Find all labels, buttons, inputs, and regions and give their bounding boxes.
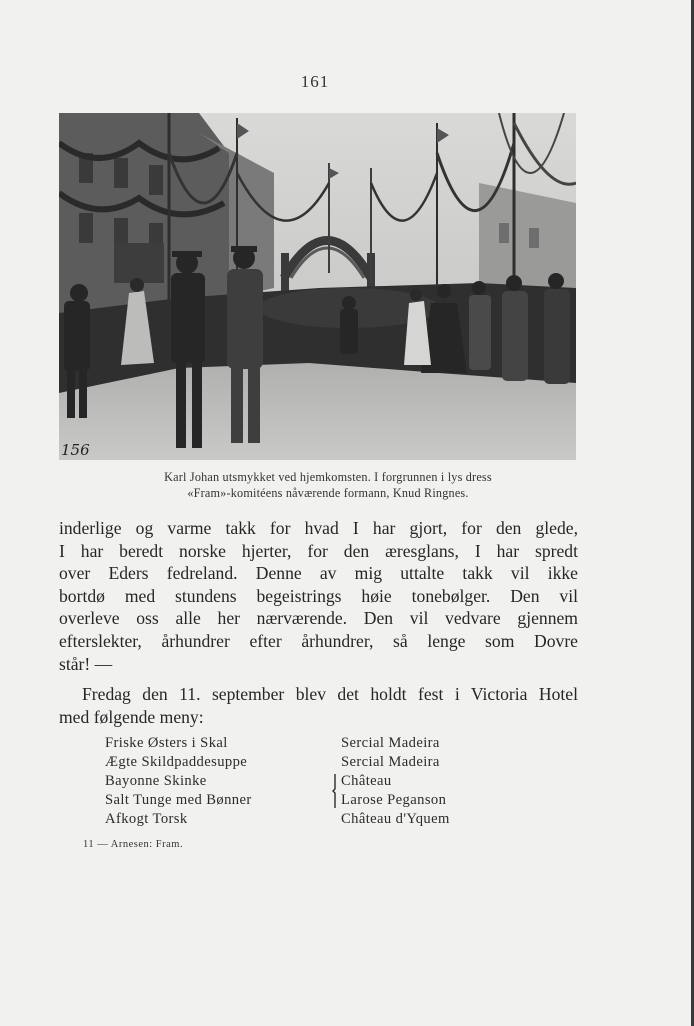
photo-archive-mark: 156	[61, 441, 90, 459]
menu-wine: Larose Peganson	[341, 792, 447, 808]
menu-wine: Château d'Yquem	[341, 811, 450, 827]
menu-dishes	[105, 734, 252, 829]
text-line: efterslekter, århundrer efter århundrer, så lenge som Dovre	[59, 630, 578, 651]
menu-dish: Ægte Skildpaddesuppe	[105, 754, 248, 770]
page-number: 161	[300, 72, 330, 91]
text-line: overleve oss alle her nærværende. Den vil vedvare gjennem	[59, 608, 578, 629]
printer-signature: 11 — Arnesen: Fram.	[83, 839, 184, 850]
text-line: bortdø med stundens begeistrings høie tonebølger. Den vil	[59, 585, 578, 606]
text-line: over Eders fedreland. Denne av mig uttalte takk vil ikke	[59, 563, 578, 584]
caption-line: Karl Johan utsmykket ved hjemkomsten. I forgrunnen i lys dress	[164, 470, 492, 484]
text-line: med følgende meny:	[59, 706, 204, 727]
menu-dish: Bayonne Skinke	[105, 773, 207, 789]
street-photograph	[59, 113, 576, 460]
text-line: står! —	[59, 653, 113, 674]
menu-wine: Château	[341, 773, 392, 789]
menu-wine: Sercial Madeira	[341, 735, 440, 751]
text-line: Fredag den 11. september blev det holdt fest i Victoria Hotel	[82, 684, 578, 704]
menu-wines	[341, 734, 450, 829]
menu-wine: Sercial Madeira	[341, 754, 440, 770]
caption-line: «Fram»-komitéens nåværende formann, Knud Ringnes.	[187, 485, 469, 500]
photo-caption	[60, 470, 596, 501]
paragraph-speech	[59, 517, 578, 675]
menu-dish: Friske Østers i Skal	[105, 735, 228, 751]
text-line: I har beredt norske hjerter, for den æresglans, I har spredt	[59, 540, 578, 561]
menu-dish: Afkogt Torsk	[105, 811, 188, 827]
text-line: inderlige og varme takk for hvad I har gjort, for den glede,	[59, 518, 578, 538]
paragraph-menu-intro	[59, 683, 578, 728]
wine-pair-brace	[331, 773, 337, 809]
menu-dish: Salt Tunge med Bønner	[105, 792, 252, 808]
photo-illustration	[59, 113, 576, 460]
